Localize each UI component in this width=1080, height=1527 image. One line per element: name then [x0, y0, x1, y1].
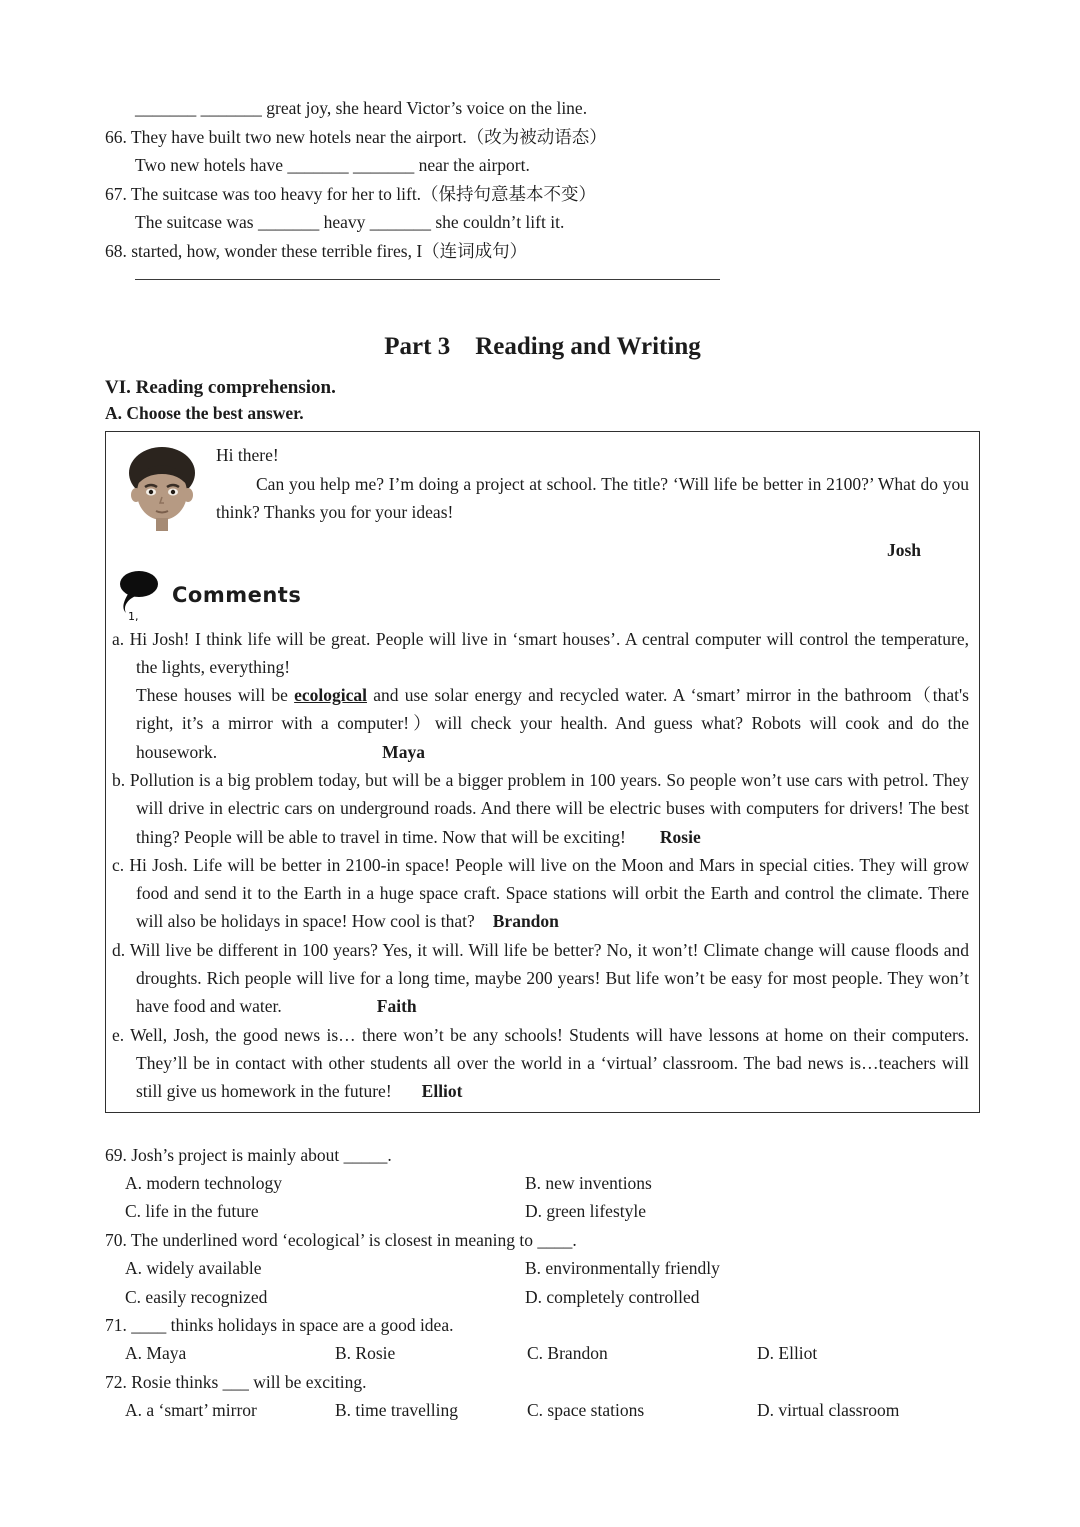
question-66-rewrite: Two new hotels have _______ _______ near the airport. [135, 155, 530, 175]
josh-message: Can you help me? I’m doing a project at school. The title? ‘Will life be better in 2100?’ What do you think? Thanks you for your ideas! [216, 473, 969, 522]
comment-label: c. [112, 854, 125, 875]
section-vi-heading: VI. Reading comprehension. [105, 377, 336, 398]
option-d: D. green lifestyle [525, 1201, 646, 1222]
option-a: A. modern technology [125, 1172, 282, 1193]
fill-in-line: _______ _______ great joy, she heard Victor’s voice on the line. [135, 98, 588, 118]
comment-label: b. [112, 769, 126, 790]
comment-d [112, 936, 969, 1021]
boy-avatar-icon [122, 443, 202, 531]
commenter-name: Rosie [659, 826, 701, 847]
option-b: B. new inventions [525, 1172, 652, 1193]
comment-text: and use solar energy and recycled water. A ‘smart’ mirror in the bathroom（that's right, it’s a mirror with a computer!）will check your health. And guess what? Robots will cook and do the housework. [136, 685, 969, 762]
comment-b [112, 766, 969, 851]
option-d: D. completely controlled [525, 1286, 700, 1307]
multiple-choice-questions [105, 1141, 980, 1425]
question-stem: 71. ____ thinks holidays in space are a good idea. [105, 1314, 454, 1335]
underlined-word-ecological: ecological [294, 685, 368, 706]
option-c: C. life in the future [125, 1201, 259, 1222]
option-b: B. Rosie [335, 1343, 396, 1364]
question-67: 67. The suitcase was too heavy for her to lift.（保持句意基本不变） [105, 183, 597, 204]
section-a-heading: A. Choose the best answer. [105, 403, 304, 423]
josh-avatar [112, 441, 216, 536]
comment-text: Hi Josh! I think life will be great. People will live in ‘smart houses’. A central computer will control the temperature, the lights, everything! [129, 628, 970, 677]
option-a: A. a ‘smart’ mirror [125, 1400, 257, 1421]
option-a: A. Maya [125, 1343, 187, 1364]
greeting: Hi there! [216, 445, 279, 465]
question-66: 66. They have built two new hotels near the airport.（改为被动语态） [105, 126, 607, 147]
option-d: D. virtual classroom [757, 1400, 900, 1421]
option-a: A. widely available [125, 1258, 262, 1279]
q68-answer-line [135, 279, 720, 280]
option-d: D. Elliot [757, 1343, 818, 1364]
commenter-name: Faith [376, 996, 417, 1017]
commenter-name: Brandon [492, 911, 559, 932]
option-b: B. time travelling [335, 1400, 458, 1421]
comment-label: d. [112, 939, 126, 960]
grammar-exercises-section [105, 94, 980, 280]
josh-message-row [112, 441, 969, 536]
comment-text: Hi Josh. Life will be better in 2100-in space! People will live on the Moon and Mars in special cities. They will grow food and send it to the Earth in a huge space craft. Space stations will orbit the Earth and control the climate. There will also be holidays in space! How cool is that? [129, 854, 969, 932]
question-70 [105, 1226, 980, 1311]
question-68: 68. started, how, wonder these terrible fires, I（连词成句） [105, 240, 528, 261]
comment-text: Will live be different in 100 years? Yes, it will. Will life be better? No, it won’t! Climate change will cause floods and droughts. Rich people will live for a long time, maybe 200 years! But life won’t be easy for most people. They won’t have food and water. [129, 939, 969, 1017]
option-c: C. easily recognized [125, 1286, 268, 1307]
question-71 [105, 1311, 980, 1368]
message-author: Josh [886, 540, 921, 560]
reading-passage-box [105, 431, 980, 1113]
comment-label: a. [112, 628, 125, 649]
part3-title: Part 3 Reading and Writing [384, 333, 701, 360]
question-stem: 69. Josh’s project is mainly about _____. [105, 1144, 392, 1165]
option-c: C. space stations [527, 1400, 645, 1421]
option-c: C. Brandon [527, 1343, 608, 1364]
comments-header [118, 569, 969, 621]
comment-text: Well, Josh, the good news is… there won’t be any schools! Students will have lessons at home on their computers. They’ll be in contact with other students all over the world in a ‘virtual’ classroom. The bad news is…teachers will still give us homework in the future! [130, 1024, 970, 1102]
svg-text:1,: 1, [128, 609, 139, 621]
commenter-name: Maya [382, 741, 425, 762]
josh-message-text [216, 441, 969, 536]
comment-e [112, 1021, 969, 1106]
comment-text: Pollution is a big problem today, but will be a bigger problem in 100 years. So people won’t use cars with petrol. They will drive in electric cars on underground roads. And there will be electric buses with computers for drivers! The best thing? People will be able to travel in time. Now that will be exciting! [129, 769, 969, 847]
option-b: B. environmentally friendly [525, 1258, 720, 1279]
question-stem: 72. Rosie thinks ___ will be exciting. [105, 1371, 367, 1392]
question-stem: 70. The underlined word ‘ecological’ is closest in meaning to ____. [105, 1229, 577, 1250]
comment-c [112, 851, 969, 936]
question-69 [105, 1141, 980, 1226]
commenter-name: Elliot [421, 1081, 463, 1102]
comment-text: These houses will be [136, 685, 295, 706]
comments-title: Comments [172, 582, 302, 607]
comment-label: e. [112, 1024, 125, 1045]
speech-bubble-icon [118, 569, 160, 621]
comment-a [112, 625, 969, 766]
question-72 [105, 1368, 980, 1425]
question-67-rewrite: The suitcase was _______ heavy _______ she couldn’t lift it. [135, 212, 565, 232]
